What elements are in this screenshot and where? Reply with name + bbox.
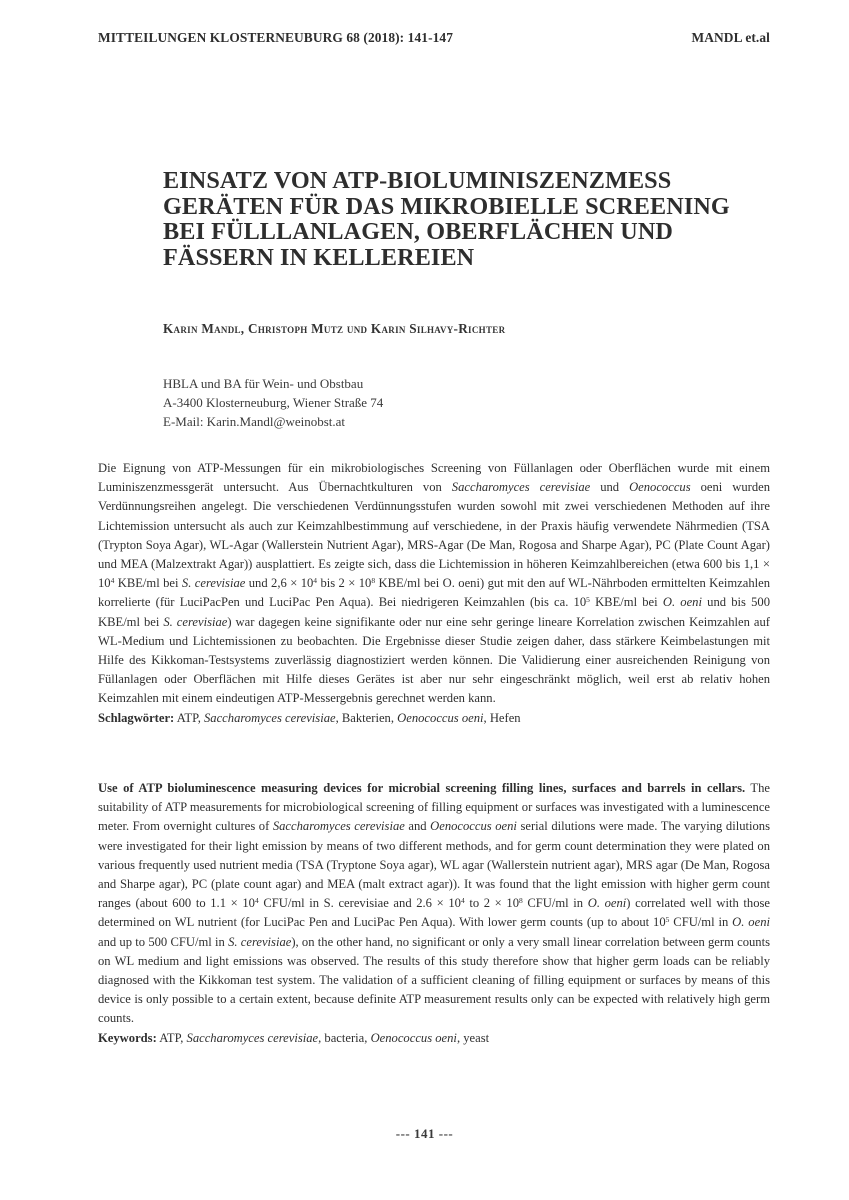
page-number: --- 141 --- — [395, 1126, 454, 1141]
title-line: FÄSSERN IN KELLEREIEN — [163, 243, 475, 271]
running-head — [98, 30, 770, 50]
journal-citation: MITTEILUNGEN KLOSTERNEUBURG 68 (2018): 141-147 — [98, 30, 454, 45]
title-line: EINSATZ VON ATP-BIOLUMINISZENZMESS — [163, 167, 672, 194]
title-line: GERÄTEN FÜR DAS MIKROBIELLE SCREENING — [163, 192, 730, 220]
abstract-english-title: Use of ATP bioluminescence measuring devices for microbial screening filling lines, surfaces and barrels in cellars. — [98, 781, 746, 795]
affiliation-email[interactable]: E-Mail: Karin.Mandl@weinobst.at — [163, 414, 346, 430]
abstract-german — [98, 459, 770, 728]
abstract-german-text: Die Eignung von ATP-Messungen für ein mikrobiologisches Screening von Füllanlagen oder Oberflächen wurde mit einem Luminiszenzmessgerät untersucht. Aus Übernachtkulturen von Saccharomyces cerevisiae und Oenococcus oeni wurden Verdünnungsreihen angelegt. Die verschiedenen Verdünnungsstufen wurden sowohl mit zwei verschiedenen Methoden auf ihre Lichtemission untersucht als auch zur Keimzahlbestimmung auf verschiedene, in der Praxis häufig verwendete Nährmedien (TSA (Trypton Soya Agar), WL-Agar (Wallerstein Nutrient Agar), MRS-Agar (De Man, Rogosa and Sharpe Agar), PC (Plate Count Agar) und MEA (Malzextrakt Agar)) ausplattiert. Es zeigte sich, dass die Lichtemission in höheren Keimzahlbereichen (etwa 600 bis $1,1 \times 10^4$ KBE/ml bei S. cerevisiae und $2,6 \times 10^4$ bis $2 \times 10^8$ KBE/ml bei O. oeni) gut mit den auf WL-Nährboden ermittelten Keimzahlen korrelierte (für LuciPacPen und LuciPac Pen Aqua). Bei niedrigeren Keimzahlen (bis ca. $10^5$ KBE/ml bei O. oeni und bis 500 KBE/ml bei S. cerevisiae) war dagegen keine signifikante oder nur eine sehr geringe lineare Korrelation zwischen Keimzahlen auf WL-Medium und Lichtemissionen zu beobachten. Die Ergebnisse dieser Studie zeigen daher, dass stärkere Keimbelastungen mit Hilfe des Kikkoman-Testsystems zuverlässig diagnostiziert werden können. Die Validierung einer ausreichenden Reinigung von Füllanlagen oder Oberflächen mit Hilfe dieses Gerätes ist aber nur sehr eingeschränkt möglich, weil erst ab relativ hohen Keimzahlen mit einem eindeutigen ATP-Messergebnis gerechnet werden kann. — [98, 461, 771, 706]
keywords-german: Schlagwörter: ATP, Saccharomyces cerevisiae, Bakterien, Oenococcus oeni, Hefen — [98, 710, 521, 725]
author-list: Karin Mandl, Christoph Mutz und Karin Silhavy-Richter — [163, 321, 506, 336]
affiliation — [163, 374, 383, 432]
article-title — [163, 168, 763, 270]
title-line: BEI FÜLLLANLAGEN, OBERFLÄCHEN UND — [163, 218, 673, 245]
abstract-english — [98, 779, 770, 1048]
keywords-english-label: Keywords: — [98, 1030, 157, 1045]
author-short: MANDL et.al — [691, 30, 770, 45]
keywords-english: Keywords: ATP, Saccharomyces cerevisiae, bacteria, Oenococcus oeni, yeast — [98, 1030, 490, 1045]
abstract-english-text: Use of ATP bioluminescence measuring devices for microbial screening filling lines, surfaces and barrels in cellars. The suitability of ATP measurements for microbiological screening of filling equipment or surfaces was investigated with a luminescence meter. From overnight cultures of Saccharomyces cerevisiae and Oenococcus oeni serial dilutions were made. The varying dilutions were investigated for their light emission by means of two different methods, and for germ count determination they were plated on various frequently used nutrient media (TSA (Tryptone Soya agar), WL agar (Wallerstein nutrient agar), MRS agar (De Man, Rogosa and Sharpe agar), PC (plate count agar) and MEA (malt extract agar)). It was found that the light emission with higher germ count ranges (about 600 to $1.1 \times 10^4$ CFU/ml in S. cerevisiae and $2.6 \times 10^4$ to $2 \times 10^8$ CFU/ml in O. oeni) correlated well with those determined on WL nutrient (for LuciPac Pen and LuciPac Pen Aqua). With lower germ counts (up to about $10^5$ CFU/ml in O. oeni and up to 500 CFU/ml in S. cerevisiae), on the other hand, no significant or only a very small linear correlation between germ counts on WL medium and light emissions was observed. The results of this study therefore show that higher germ loads can be reliably diagnosed with the Kikkoman test system. The validation of a sufficient cleaning of filling equipment or surfaces by means of this device is only possible to a certain extent, because definite ATP measurement results only can be expected with relatively high germ counts. — [98, 781, 771, 1026]
affiliation-address: A-3400 Klosterneuburg, Wiener Straße 74 — [163, 395, 384, 411]
keywords-german-label: Schlagwörter: — [98, 710, 175, 725]
affiliation-institution: HBLA und BA für Wein- und Obstbau — [163, 376, 364, 391]
